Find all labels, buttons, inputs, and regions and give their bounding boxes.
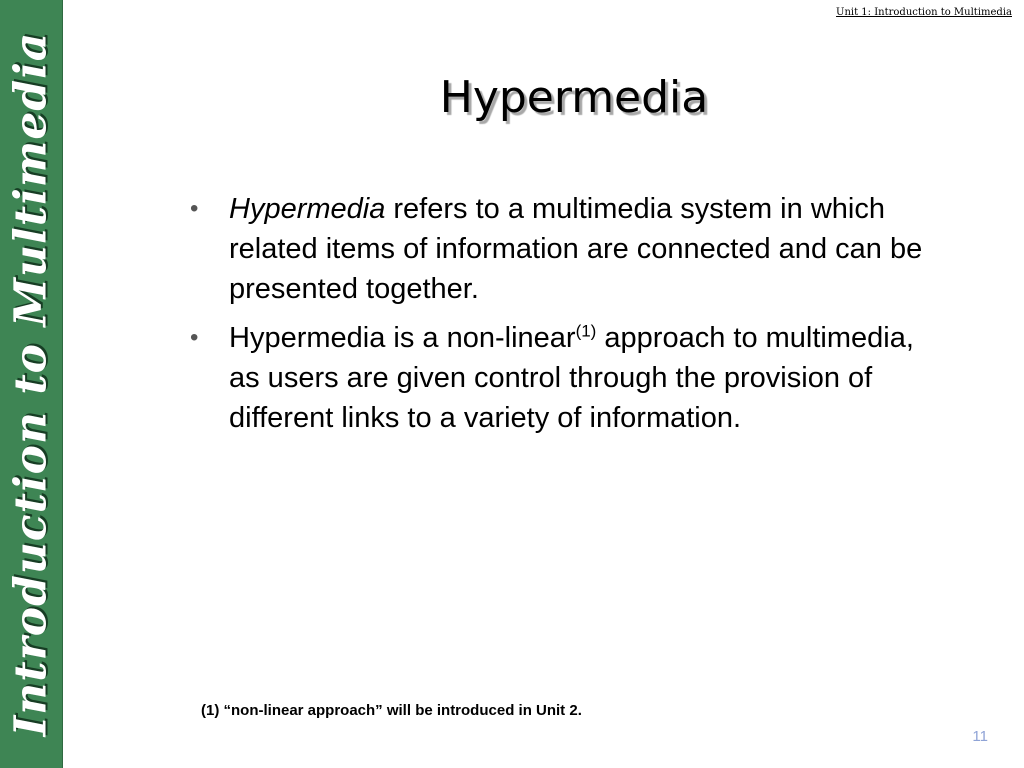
sidebar-vertical-title: Introduction to Multimedia <box>5 31 57 737</box>
bullet-item-2 <box>190 318 940 438</box>
sidebar <box>0 0 63 768</box>
bullet-item-1 <box>190 189 940 309</box>
slide-title: Hypermedia <box>439 72 709 123</box>
bullet-dot-icon: • <box>190 195 199 222</box>
footnote: (1) “non-linear approach” will be introduced in Unit 2. <box>201 702 582 719</box>
bullet-1-text: refers to a multimedia system in which related items of information are connected and can be presented together. <box>229 193 923 305</box>
bullet-1-emphasis: Hypermedia <box>229 193 386 225</box>
bullet-2-text-before: Hypermedia is a non-linear <box>229 322 576 354</box>
bullet-2-text-after: approach to multimedia, as users are given control through the provision of different links to a variety of information. <box>229 322 914 434</box>
unit-header-link[interactable]: Unit 1: Introduction to Multimedia <box>836 7 1012 18</box>
footnote-reference: (1) <box>575 321 597 341</box>
bullet-list <box>190 189 940 447</box>
bullet-dot-icon: • <box>190 324 199 351</box>
page-number: 11 <box>972 728 988 745</box>
